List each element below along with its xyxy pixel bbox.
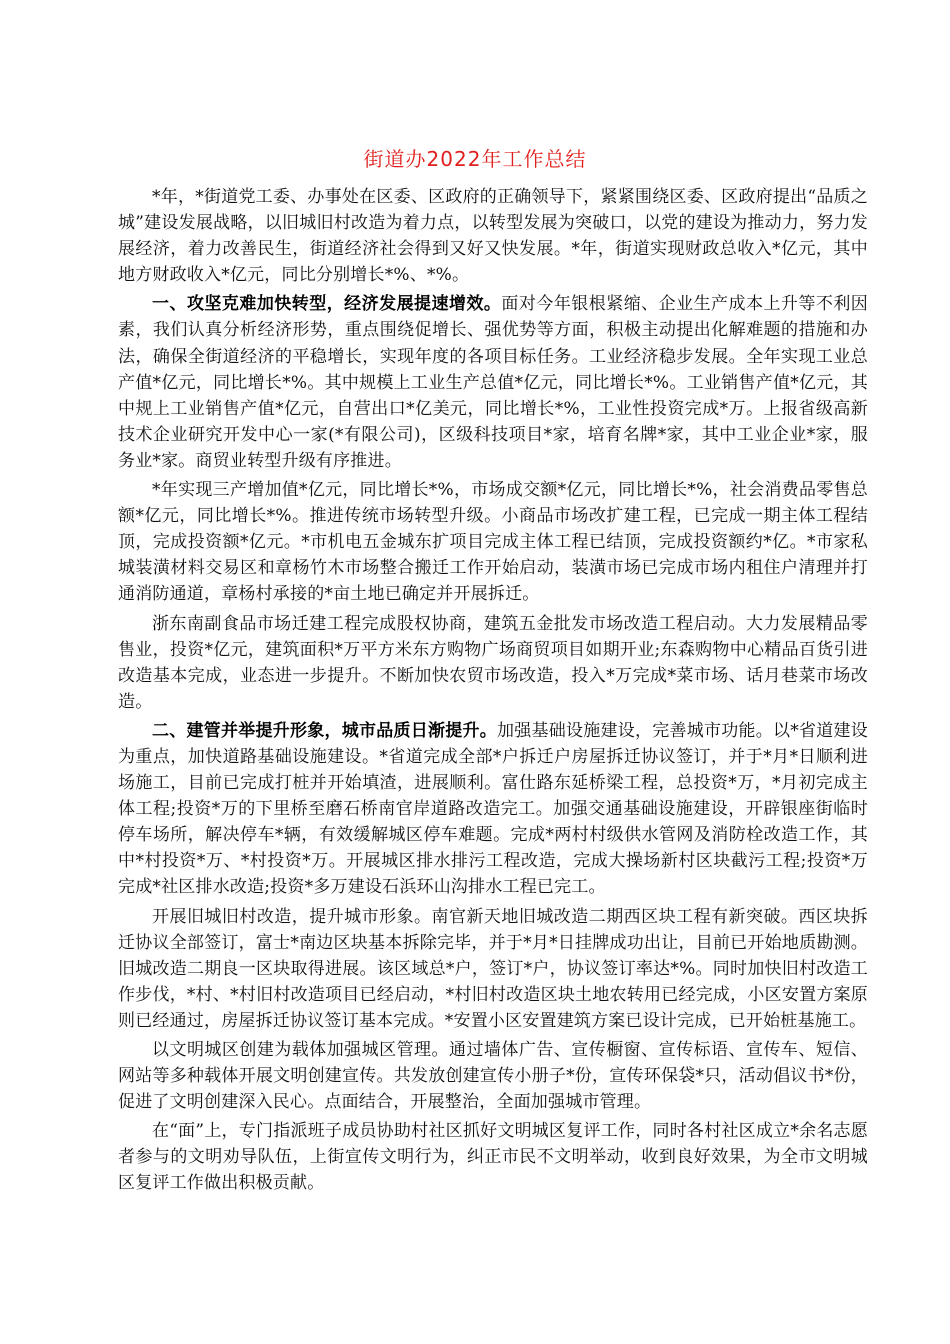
paragraph (118, 611, 868, 715)
document-body (118, 184, 868, 1200)
paragraph (118, 291, 868, 474)
paragraph-text: 浙东南副食品市场迁建工程完成股权协商，建筑五金批发市场改造工程启动。大力发展精品零售业，投资*亿元，建筑面积*万平方米东方购物广场商贸项目如期开业;东森购物中心精品百货引进改造基本完成，业态进一步提升。不断加快农贸市场改造，投入*万完成*菜市场、话月巷菜市场改造。 (118, 613, 868, 712)
paragraph-text: 开展旧城旧村改造，提升城市形象。南官新天地旧城改造二期西区块工程有新突破。西区块拆迁协议全部签订，富士*南边区块基本拆除完毕，并于*月*日挂牌成功出让，目前已开始地质勘测。旧城改造二期良一区块取得进展。该区域总*户，签订*户，协议签订率达*%。同时加快旧村改造工作步伐，*村、*村旧村改造项目已经启动，*村旧村改造区块土地农转用已经完成，小区安置方案原则已经通过，房屋拆迁协议签订基本完成。*安置小区安置建筑方案已设计完成，已开始桩基施工。 (118, 906, 868, 1031)
section-heading: 二、建管并举提升形象，城市品质日渐提升。 (152, 720, 498, 741)
paragraph-text: 以文明城区创建为载体加强城区管理。通过墙体广告、宣传橱窗、宣传标语、宣传车、短信、网站等多种载体开展文明创建宣传。共发放创建宣传小册子*份，宣传环保袋*只，活动倡议书*份，促进了文明创建深入民心。点面结合，开展整治，全面加强城市管理。 (118, 1040, 868, 1113)
paragraph (118, 904, 868, 1034)
paragraph-text: *年实现三产增加值*亿元，同比增长*%，市场成交额*亿元，同比增长*%，社会消费品零售总额*亿元，同比增长*%。推进传统市场转型升级。小商品市场改扩建工程，已完成一期主体工程结顶，完成投资额*亿元。*市机电五金城东扩项目完成主体工程已结顶，完成投资额约*亿。*市家私城装潢材料交易区和章杨竹木市场整合搬迁工作开始启动，装潢市场已完成市场内租住户清理并打通消防通道，章杨村承接的*亩土地已确定并开展拆迁。 (118, 480, 868, 605)
paragraph-text: 在“面”上，专门指派班子成员协助村社区抓好文明城区复评工作，同时各村社区成立*余名志愿者参与的文明劝导队伍，上街宣传文明行为，纠正市民不文明举动，收到良好效果，为全市文明城区复评工作做出积极贡献。 (118, 1121, 868, 1194)
paragraph (118, 477, 868, 607)
paragraph-text: 加强基础设施建设，完善城市功能。以*省道建设为重点，加快道路基础设施建设。*省道完成全部*户拆迁户房屋拆迁协议签订，并于*月*日顺利进场施工，目前已完成打桩并开始填渣，进展顺利。富仕路东延桥梁工程，总投资*万，*月初完成主体工程;投资*万的下里桥至磨石桥南官岸道路改造完工。加强交通基础设施建设，开辟银座街临时停车场所，解决停车*辆，有效缓解城区停车难题。完成*两村村级供水管网及消防栓改造工作，其中*村投资*万、*村投资*万。开展城区排水排污工程改造，完成大操场新村区块截污工程;投资*万完成*社区排水改造;投资*多万建设石浜环山沟排水工程已完工。 (118, 720, 869, 898)
paragraph (118, 718, 868, 901)
document-title: 街道办2022年工作总结 (363, 147, 587, 171)
paragraph-text: *年，*街道党工委、办事处在区委、区政府的正确领导下，紧紧围绕区委、区政府提出“品质之城”建设发展战略，以旧城旧村改造为着力点，以转型发展为突破口，以党的建设为推动力，努力发展经济，着力改善民生，街道经济社会得到又好又快发展。*年，街道实现财政总收入*亿元，其中地方财政收入*亿元，同比分别增长*%、*%。 (118, 187, 868, 286)
paragraph (118, 184, 868, 288)
paragraph (118, 1037, 868, 1115)
paragraph (118, 1118, 868, 1196)
section-heading: 一、攻坚克难加快转型，经济发展提速增效。 (152, 294, 502, 315)
paragraph-text: 面对今年银根紧缩、企业生产成本上升等不利因素，我们认真分析经济形势，重点围绕促增长、强优势等方面，积极主动提出化解难题的措施和办法，确保全街道经济的平稳增长，实现年度的各项目标任务。工业经济稳步发展。全年实现工业总产值*亿元，同比增长*%。其中规模上工业生产总值*亿元，同比增长*%。工业销售产值*亿元，其中规上工业销售产值*亿元，自营出口*亿美元，同比增长*%，工业性投资完成*万。上报省级高新技术企业研究开发中心一家(*有限公司)，区级科技项目*家，培育名牌*家，其中工业企业*家，服务业*家。商贸业转型升级有序推进。 (118, 294, 869, 471)
